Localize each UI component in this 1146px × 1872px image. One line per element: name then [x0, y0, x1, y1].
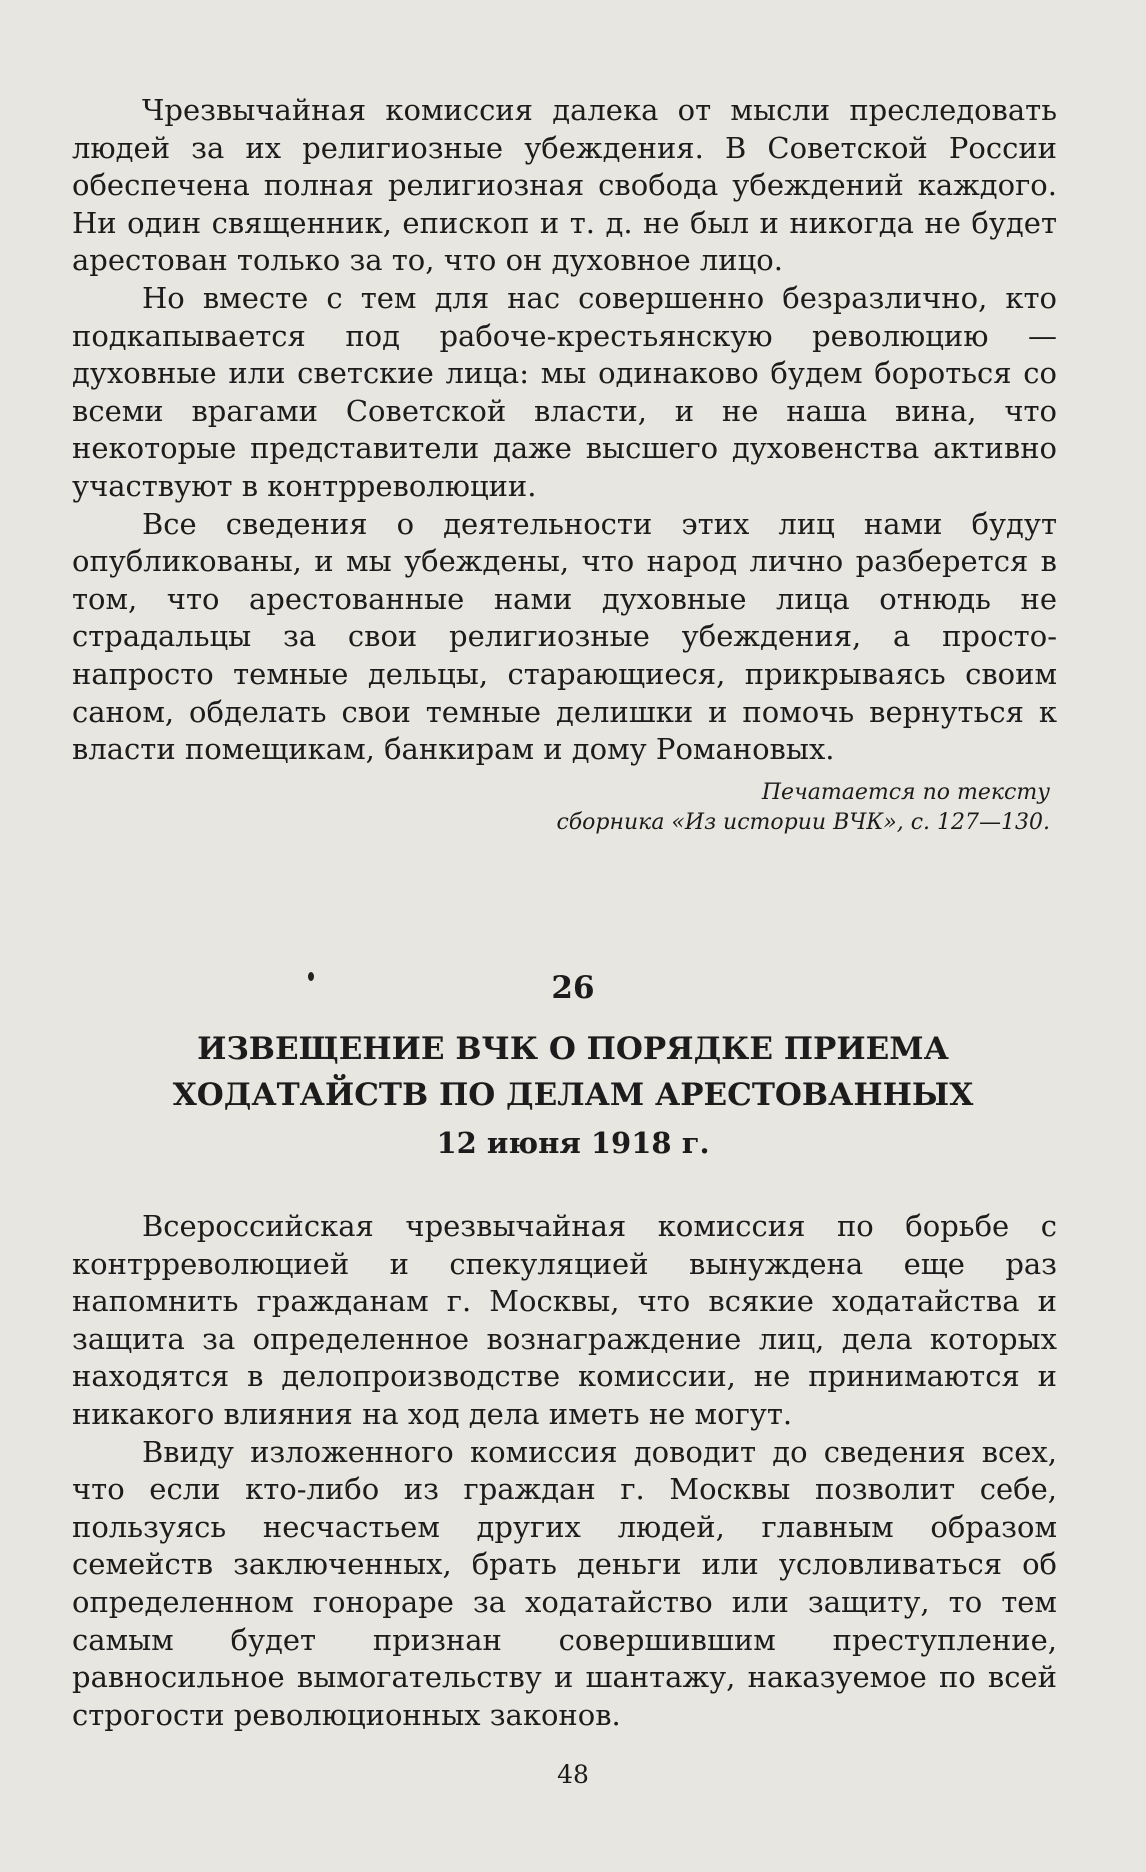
- page-number: 48: [557, 1760, 589, 1789]
- paragraph: Чрезвычайная комиссия далека от мысли преследовать людей за их религиозные убеждения. В Советской России обеспечена полная религиозная свобода убеждений каждого. Ни один священник, епископ и т. д. не был и никогда не будет арестован только за то, что он духовное лицо.: [72, 93, 1057, 278]
- source-note-line-1: Печатается по тексту: [761, 780, 1050, 805]
- document-date: 12 июня 1918 г.: [436, 1126, 710, 1160]
- document-title-line-2: ХОДАТАЙСТВ ПО ДЕЛАМ АРЕСТОВАННЫХ: [172, 1077, 974, 1113]
- source-note: [410, 778, 1050, 838]
- document-title: [0, 1026, 1146, 1118]
- paragraph: Но вместе с тем для нас совершенно безразлично, кто подкапывается под рабоче-крестьянскую революцию — духовные или светские лица: мы одинаково будем бороться со всеми врагами Советской власти, и не наша вина, что некоторые представители даже высшего духовенства активно участвуют в контрреволюции.: [72, 280, 1057, 503]
- paragraph: Ввиду изложенного комиссия доводит до сведения всех, что если кто-либо из граждан г. Москвы позволит себе, пользуясь несчастьем других людей, главным образом семейств заключенных, брать деньги или условливаться об определенном гонораре за ходатайство или защиту, то тем самым будет признан совершившим преступление, равносильное вымогательству и шантажу, наказуемое по всей строгости революционных законов.: [72, 1434, 1057, 1732]
- document-number: 26: [551, 970, 595, 1006]
- document-text: [72, 1208, 1057, 1734]
- paragraph: Все сведения о деятельности этих лиц нами будут опубликованы, и мы убеждены, что народ лично разберется в том, что арестованные нами духовные лица отнюдь не страдальцы за свои религиозные убеждения, а просто-напросто темные дельцы, старающиеся, прикрываясь своим саном, обделать свои темные делишки и помочь вернуться к власти помещикам, банкирам и дому Романовых.: [72, 506, 1057, 767]
- source-note-line-2: сборника «Из истории ВЧК», с. 127—130.: [556, 810, 1050, 835]
- preceding-document-text: [72, 92, 1057, 769]
- paragraph: Всероссийская чрезвычайная комиссия по борьбе с контрреволюцией и спекуляцией вынуждена еще раз напомнить гражданам г. Москвы, что всякие ходатайства и защита за определенное вознаграждение лиц, дела которых находятся в делопроизводстве комиссии, не принимаются и никакого влияния на ход дела иметь не могут.: [72, 1209, 1057, 1431]
- document-title-line-1: ИЗВЕЩЕНИЕ ВЧК О ПОРЯДКЕ ПРИЕМА: [197, 1031, 949, 1067]
